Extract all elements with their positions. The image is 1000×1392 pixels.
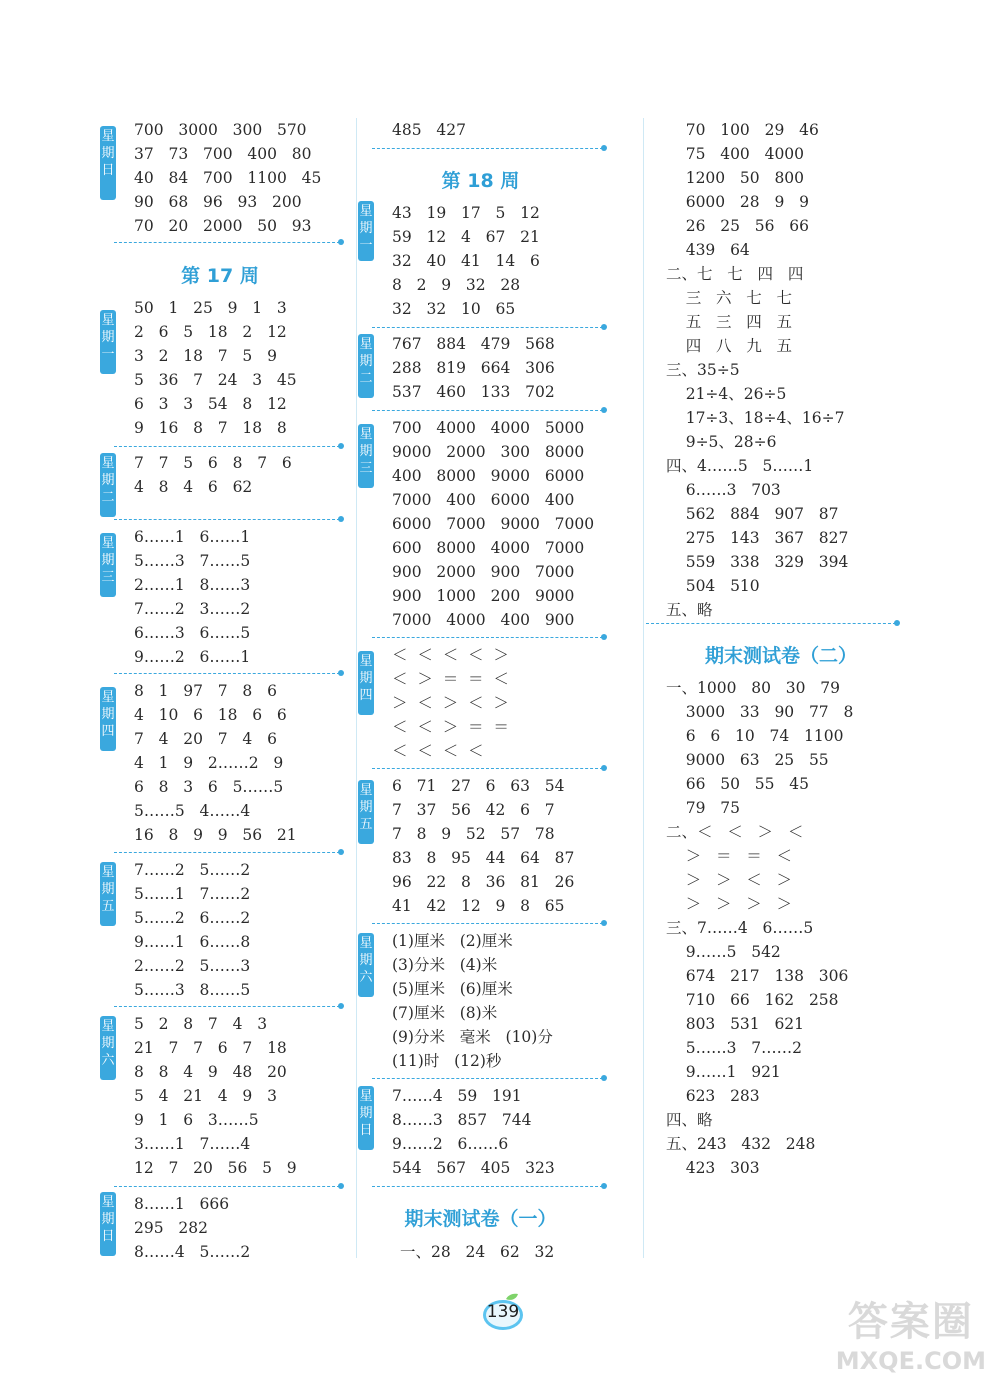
answer-line: 79 75 <box>666 799 740 817</box>
answer-line: 32 32 10 65 <box>392 300 516 318</box>
answer-line: 9……1 6……8 <box>134 933 251 951</box>
answer-line: ＞ ＝ ＝ ＜ <box>666 847 793 865</box>
dashed-separator <box>372 148 603 149</box>
answer-line: 2 6 5 18 2 12 <box>134 323 287 341</box>
answer-line: ＞ ＜ ＞ ＜ ＞ <box>392 694 509 712</box>
answer-line: 4 10 6 18 6 6 <box>134 706 287 724</box>
answer-line: 75 400 4000 <box>666 145 805 163</box>
answer-line: 9……2 6……6 <box>392 1135 509 1153</box>
answer-line: 3000 33 90 77 8 <box>666 703 854 721</box>
answer-line: 四、4……5 5……1 <box>666 457 814 475</box>
answer-line: 6 8 3 6 5……5 <box>134 778 284 796</box>
answer-line: 17÷3、18÷4、16÷7 <box>666 409 845 427</box>
answer-line: ＜ ＞ ＝ ＝ ＜ <box>392 670 509 688</box>
answer-line: ＜ ＜ ＜ ＜ ＞ <box>392 646 509 664</box>
answer-line: 21 7 7 6 7 18 <box>134 1039 287 1057</box>
answer-line: 8 8 4 9 48 20 <box>134 1063 287 1081</box>
answer-line: 40 84 700 1100 45 <box>134 169 322 187</box>
answer-rows <box>134 858 250 1002</box>
answer-line: 439 64 <box>666 241 750 259</box>
dashed-separator <box>372 327 603 328</box>
answer-line: 一、28 24 62 32 <box>400 1243 555 1261</box>
week-title: 第 17 周 <box>181 265 259 287</box>
answer-line: 7……2 5……2 <box>134 861 251 879</box>
answer-line: ＞ ＞ ＜ ＞ <box>666 871 793 889</box>
day-tab: 星 期 日 <box>100 1192 116 1256</box>
answer-line: 5 2 8 7 4 3 <box>134 1015 268 1033</box>
day-tab: 星 期 二 <box>358 334 374 398</box>
day-tab: 星 期 五 <box>100 862 116 926</box>
answer-rows <box>134 1192 250 1264</box>
answer-line: 5 4 21 4 9 3 <box>134 1087 277 1105</box>
answer-line: 2……2 5……3 <box>134 957 251 975</box>
answer-line: 5……3 7……2 <box>666 1039 802 1057</box>
answer-rows <box>392 118 466 142</box>
week-title: 第 18 周 <box>441 170 520 192</box>
answer-line: 43 19 17 5 12 <box>392 204 540 222</box>
answer-line: 37 73 700 400 80 <box>134 145 312 163</box>
answer-line: 59 12 4 67 21 <box>392 228 540 246</box>
answer-line: 8……3 857 744 <box>392 1111 532 1129</box>
day-tab: 星 期 六 <box>100 1016 116 1080</box>
day-tab: 星 期 一 <box>358 201 374 261</box>
page-number-badge <box>480 1292 526 1326</box>
day-tab: 星 期 三 <box>358 424 374 488</box>
answer-line: 8……4 5……2 <box>134 1243 251 1261</box>
answer-line: 5……3 7……5 <box>134 552 251 570</box>
answer-line: 8 2 9 32 28 <box>392 276 521 294</box>
answer-line: 7000 400 6000 400 <box>392 491 575 509</box>
answer-rows <box>392 416 594 632</box>
answer-rows <box>666 118 848 622</box>
answer-line: 21÷4、26÷5 <box>666 385 787 403</box>
answer-rows <box>134 525 250 669</box>
answer-line: ＜ ＜ ＜ ＜ <box>392 742 484 760</box>
watermark-text: 答案圈 <box>847 1299 974 1345</box>
answer-line: 9000 2000 300 8000 <box>392 443 585 461</box>
answer-line: 12 7 20 56 5 9 <box>134 1159 297 1177</box>
day-tab: 星 期 日 <box>100 126 116 200</box>
answer-line: 275 143 367 827 <box>666 529 849 547</box>
answer-line: 900 1000 200 9000 <box>392 587 575 605</box>
answer-line: 5……5 4……4 <box>134 802 251 820</box>
answer-line: 3 2 18 7 5 9 <box>134 347 277 365</box>
dashed-separator <box>114 519 340 520</box>
dashed-separator <box>114 1186 340 1187</box>
answer-line: 700 4000 4000 5000 <box>392 419 585 437</box>
answer-rows <box>392 929 553 1073</box>
answer-line: 2……1 8……3 <box>134 576 251 594</box>
answer-rows <box>392 1084 555 1180</box>
answer-line: 544 567 405 323 <box>392 1159 555 1177</box>
answer-rows <box>666 676 853 1180</box>
answer-line: (9)分米 毫米 (10)分 <box>392 1028 553 1046</box>
answer-line: 803 531 621 <box>666 1015 805 1033</box>
dashed-separator <box>114 446 340 447</box>
answer-line: 423 303 <box>666 1159 760 1177</box>
day-tab: 星 期 四 <box>100 687 116 751</box>
answer-line: 70 20 2000 50 93 <box>134 217 312 235</box>
answer-line: 66 50 55 45 <box>666 775 809 793</box>
answer-line: 6000 7000 9000 7000 <box>392 515 595 533</box>
answer-line: ＜ ＜ ＞ ＝ ＝ <box>392 718 509 736</box>
answer-line: 5……2 6……2 <box>134 909 251 927</box>
answer-rows <box>134 679 297 847</box>
answer-line: 6 71 27 6 63 54 <box>392 777 565 795</box>
answer-line: 四 八 九 五 <box>666 337 793 355</box>
answer-line: 8……1 666 <box>134 1195 230 1213</box>
answer-line: 二、＜ ＜ ＞ ＜ <box>666 823 804 841</box>
answer-line: 5……1 7……2 <box>134 885 251 903</box>
answer-line: 83 8 95 44 64 87 <box>392 849 575 867</box>
answer-line: 1200 50 800 <box>666 169 805 187</box>
answer-line: 三 六 七 七 <box>666 289 793 307</box>
answer-line: 6 6 10 74 1100 <box>666 727 844 745</box>
answer-line: (1)厘米 (2)厘米 <box>392 932 513 950</box>
exam-title: 期末测试卷（一） <box>404 1208 557 1230</box>
dashed-separator <box>114 1006 340 1007</box>
answer-line: 6……1 6……1 <box>134 528 251 546</box>
answer-line: 767 884 479 568 <box>392 335 555 353</box>
answer-line: (7)厘米 (8)米 <box>392 1004 498 1022</box>
answer-line: 900 2000 900 7000 <box>392 563 575 581</box>
answer-line: 96 22 8 36 81 26 <box>392 873 575 891</box>
answer-rows <box>400 1240 554 1264</box>
answer-line: 7 4 20 7 4 6 <box>134 730 277 748</box>
answer-line: 9 16 8 7 18 8 <box>134 419 287 437</box>
answer-line: 9÷5、28÷6 <box>666 433 777 451</box>
answer-line: 6000 28 9 9 <box>666 193 809 211</box>
page-number: 139 <box>486 1302 520 1322</box>
answer-line: 295 282 <box>134 1219 208 1237</box>
answer-line: 700 3000 300 570 <box>134 121 307 139</box>
answer-line: ＞ ＞ ＞ ＞ <box>666 895 793 913</box>
watermark <box>836 1290 986 1375</box>
answer-line: 9……1 921 <box>666 1063 781 1081</box>
answer-line: 7 8 9 52 57 78 <box>392 825 555 843</box>
answer-line: 6……3 703 <box>666 481 781 499</box>
answer-line: 9000 63 25 55 <box>666 751 829 769</box>
answer-line: 4 8 4 6 62 <box>134 478 253 496</box>
answer-line: 7……2 3……2 <box>134 600 251 618</box>
answer-line: 623 283 <box>666 1087 760 1105</box>
answer-line: 9……2 6……1 <box>134 648 251 666</box>
dashed-separator <box>114 852 340 853</box>
answer-line: 3……1 7……4 <box>134 1135 251 1153</box>
day-tab: 星 期 二 <box>100 453 116 517</box>
day-tab: 星 期 五 <box>358 780 374 844</box>
answer-rows <box>134 118 321 238</box>
answer-line: 五、243 432 248 <box>666 1135 816 1153</box>
answer-line: 537 460 133 702 <box>392 383 555 401</box>
answer-line: 五、略 <box>666 601 713 619</box>
answer-line: 288 819 664 306 <box>392 359 555 377</box>
answer-line: 485 427 <box>392 121 466 139</box>
dashed-separator <box>372 410 603 411</box>
day-tab: 星 期 日 <box>358 1086 374 1150</box>
answer-line: 504 510 <box>666 577 760 595</box>
answer-line: 562 884 907 87 <box>666 505 839 523</box>
answer-line: 600 8000 4000 7000 <box>392 539 585 557</box>
dashed-separator <box>114 673 340 674</box>
day-tab: 星 期 一 <box>100 310 116 374</box>
answer-line: 二、七 七 四 四 <box>666 265 804 283</box>
answer-line: 9 1 6 3……5 <box>134 1111 259 1129</box>
answer-rows <box>134 451 292 499</box>
answer-rows <box>392 643 509 763</box>
answer-line: 400 8000 9000 6000 <box>392 467 585 485</box>
answer-line: 三、35÷5 <box>666 361 740 379</box>
dashed-separator <box>646 623 896 624</box>
answer-line: 50 1 25 9 1 3 <box>134 299 287 317</box>
answer-line: 5 36 7 24 3 45 <box>134 371 297 389</box>
answer-rows <box>134 296 297 440</box>
answer-line: 9……5 542 <box>666 943 781 961</box>
answer-line: 674 217 138 306 <box>666 967 849 985</box>
dashed-separator <box>372 1078 603 1079</box>
answer-line: 5……3 8……5 <box>134 981 251 999</box>
answer-line: 7……4 59 191 <box>392 1087 522 1105</box>
answer-line: (11)时 (12)秒 <box>392 1052 502 1070</box>
answer-rows <box>392 332 555 404</box>
exam-title: 期末测试卷（二） <box>704 645 857 667</box>
answer-line: 26 25 56 66 <box>666 217 809 235</box>
dashed-separator <box>114 242 340 243</box>
dashed-separator <box>372 1186 603 1187</box>
answer-line: 7 7 5 6 8 7 6 <box>134 454 292 472</box>
day-tab: 星 期 四 <box>358 651 374 715</box>
answer-line: 8 1 97 7 8 6 <box>134 682 277 700</box>
answer-line: 7000 4000 400 900 <box>392 611 575 629</box>
watermark-url: MXQE.COM <box>835 1347 986 1375</box>
answer-line: 四、略 <box>666 1111 713 1129</box>
answer-line: 一、1000 80 30 79 <box>666 679 840 697</box>
answer-line: 559 338 329 394 <box>666 553 849 571</box>
answer-line: 7 37 56 42 6 7 <box>392 801 555 819</box>
answer-line: 三、7……4 6……5 <box>666 919 814 937</box>
answer-line: 90 68 96 93 200 <box>134 193 302 211</box>
answer-line: (3)分米 (4)米 <box>392 956 498 974</box>
answer-line: 6 3 3 54 8 12 <box>134 395 287 413</box>
answer-line: 16 8 9 9 56 21 <box>134 826 297 844</box>
answer-rows <box>392 774 574 918</box>
answer-line: 41 42 12 9 8 65 <box>392 897 565 915</box>
answer-line: (5)厘米 (6)厘米 <box>392 980 513 998</box>
dashed-separator <box>372 923 603 924</box>
answer-line: 710 66 162 258 <box>666 991 839 1009</box>
answer-line: 五 三 四 五 <box>666 313 793 331</box>
answer-line: 70 100 29 46 <box>666 121 819 139</box>
answer-rows <box>134 1012 297 1180</box>
answer-rows <box>392 201 540 321</box>
answer-line: 4 1 9 2……2 9 <box>134 754 284 772</box>
answer-line: 6……3 6……5 <box>134 624 251 642</box>
dashed-separator <box>372 637 603 638</box>
answer-line: 32 40 41 14 6 <box>392 252 540 270</box>
day-tab: 星 期 六 <box>358 933 374 997</box>
dashed-separator <box>372 768 603 769</box>
day-tab: 星 期 三 <box>100 533 116 597</box>
